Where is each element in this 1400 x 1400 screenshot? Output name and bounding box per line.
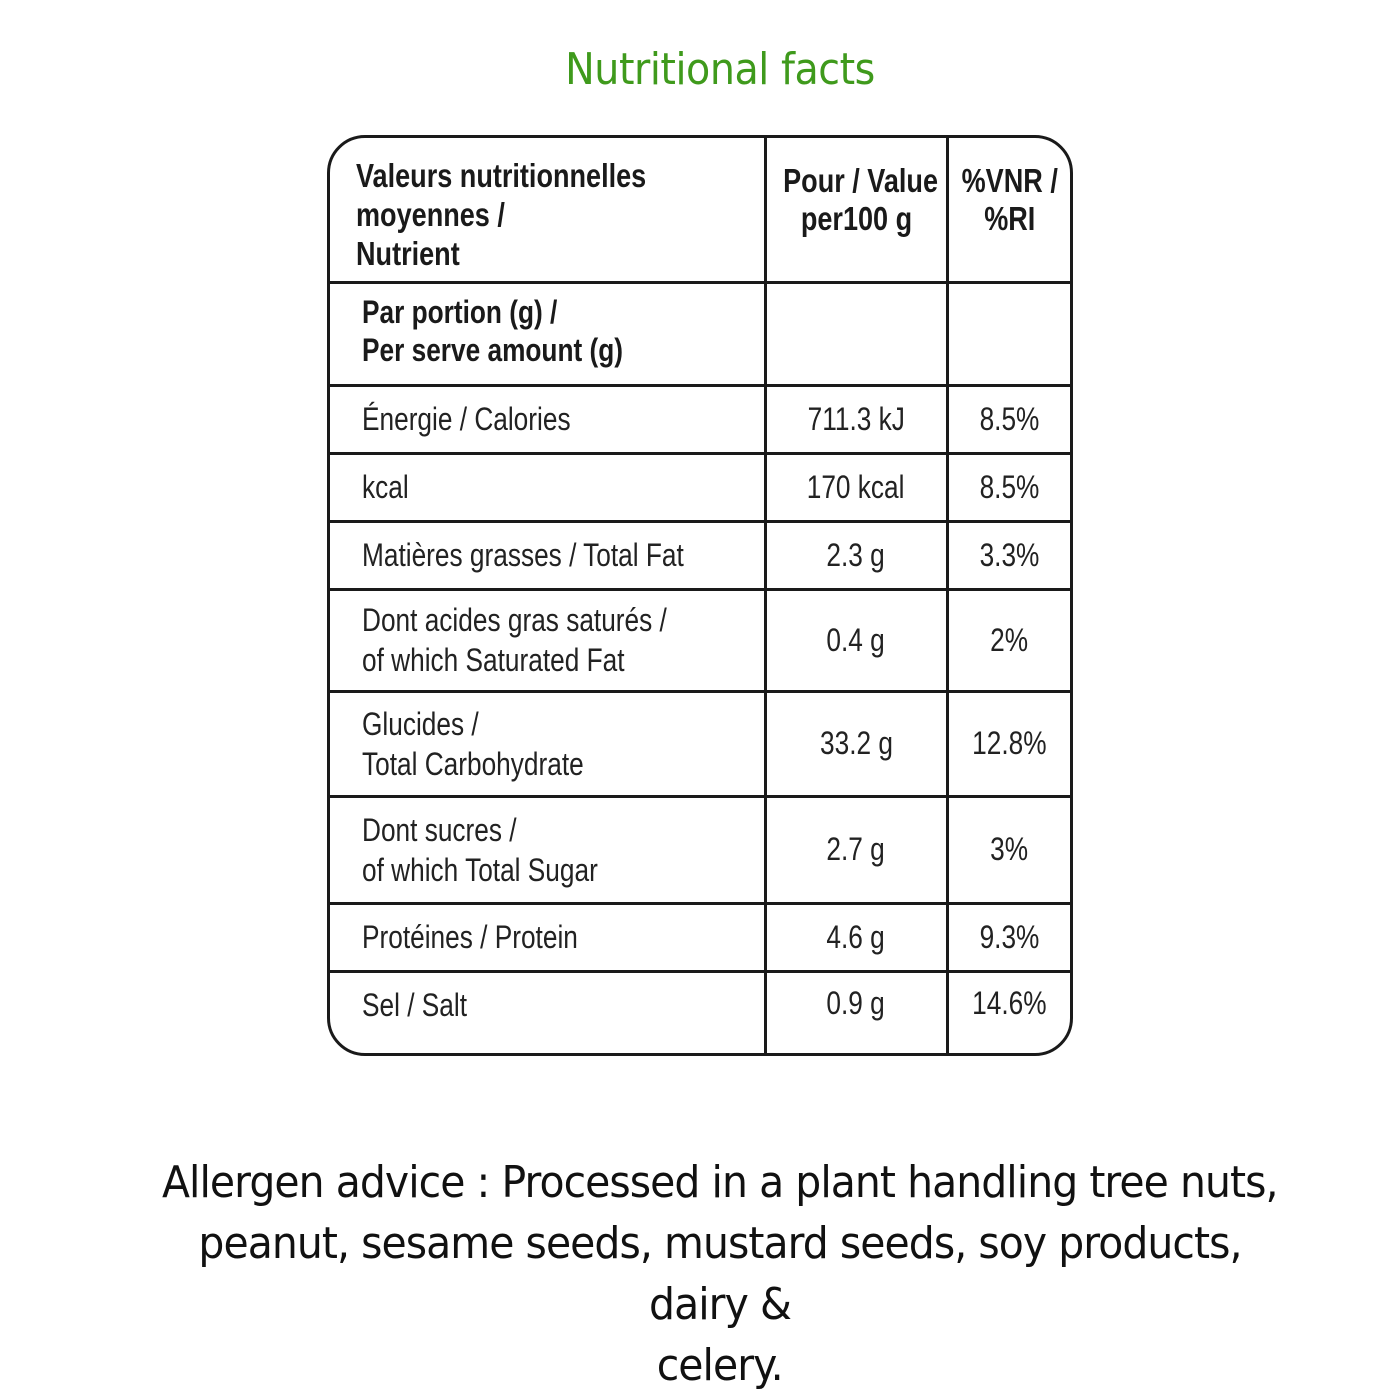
table-row xyxy=(330,691,1070,796)
row-ri: 14.6% xyxy=(947,971,1070,1053)
row-value: 2.3 g xyxy=(765,521,947,589)
table-row xyxy=(330,521,1070,589)
row-label: Dont acides gras saturés / of which Saturated Fat xyxy=(330,589,765,691)
table-row xyxy=(330,589,1070,691)
row-label: Matières grasses / Total Fat xyxy=(330,521,765,589)
row-label: Protéines / Protein xyxy=(330,903,765,971)
allergen-advice: Allergen advice : Processed in a plant handling tree nuts, peanut, sesame seeds, mustard seeds, soy products, dairy & celery. xyxy=(162,1157,1278,1391)
table-header-row xyxy=(330,138,1070,282)
row-label: Énergie / Calories xyxy=(330,385,765,453)
nutrition-table xyxy=(327,135,1073,1056)
row-value: 33.2 g xyxy=(765,691,947,796)
row-value: 0.4 g xyxy=(765,589,947,691)
row-ri: 3% xyxy=(947,796,1070,903)
header-percent-ri: %VNR / %RI xyxy=(947,138,1070,282)
row-label: Sel / Salt xyxy=(330,971,765,1053)
row-ri: 3.3% xyxy=(947,521,1070,589)
row-ri: 8.5% xyxy=(947,385,1070,453)
row-value: 170 kcal xyxy=(765,453,947,521)
row-value: 0.9 g xyxy=(765,971,947,1053)
row-ri: 8.5% xyxy=(947,453,1070,521)
table-row xyxy=(330,453,1070,521)
portion-value-cell xyxy=(765,282,947,385)
table-row xyxy=(330,903,1070,971)
portion-label: Par portion (g) / Per serve amount (g) xyxy=(330,282,765,385)
portion-ri-cell xyxy=(947,282,1070,385)
row-value: 4.6 g xyxy=(765,903,947,971)
row-label: Glucides / Total Carbohydrate xyxy=(330,691,765,796)
header-value-per-100g: Pour / Value per100 g xyxy=(765,138,947,282)
row-ri: 2% xyxy=(947,589,1070,691)
row-label: kcal xyxy=(330,453,765,521)
nutritional-facts-title: Nutritional facts xyxy=(565,44,875,95)
row-ri: 9.3% xyxy=(947,903,1070,971)
row-ri: 12.8% xyxy=(947,691,1070,796)
row-value: 711.3 kJ xyxy=(765,385,947,453)
table-row-portion xyxy=(330,282,1070,385)
row-label: Dont sucres / of which Total Sugar xyxy=(330,796,765,903)
table-row xyxy=(330,385,1070,453)
table-row xyxy=(330,971,1070,1053)
header-nutrient: Valeurs nutritionnelles moyennes / Nutrient xyxy=(330,138,765,282)
table-row xyxy=(330,796,1070,903)
row-value: 2.7 g xyxy=(765,796,947,903)
